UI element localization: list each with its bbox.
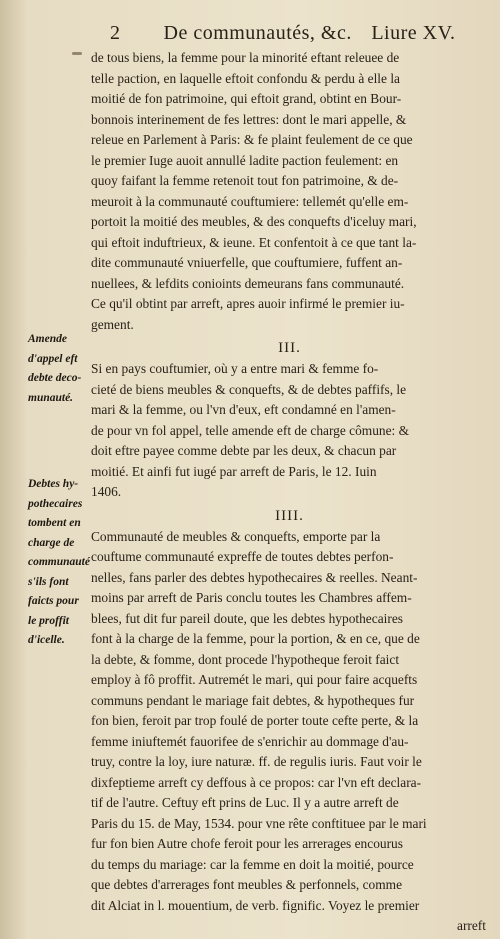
text-line: bonnois interinement de fes lettres: dont le mari appelle, & [91,111,407,127]
margin-note-line: Amende [28,333,67,345]
text-line: nelles, fans parler des debtes hypothecaires & reelles. Neant- [91,569,418,585]
paragraph-continued [91,48,488,335]
margin-note-line: pothecaires [28,497,83,510]
margin-note-debtes [28,475,90,651]
text-line: la debte, & fomme, dont procede l'hypotheque feroit faict [91,651,400,667]
section-heading-3: III. [278,340,301,356]
text-line: releue en Parlement à Paris: & fe plaint feulement de ce que [91,132,413,147]
text-line: du temps du mariage: car la femme en doit la moitié, pource [91,856,414,872]
text-line: fon bien, feroit par trop foulé de porter toute cefte perte, & la [91,713,419,728]
section-heading-4: IIII. [275,507,304,524]
text-line: doit eftre payee comme debte par les deux, & chacun par [91,443,397,458]
margin-note-line: d'appel eft [28,352,78,365]
text-line: portoit la moitié des meubles, & des conquefts d'iceluy mari, [91,214,417,229]
text-line: font à la charge de la femme, pour la portion, & en ce, que de [91,631,420,646]
text-line: dite communauté vniuerfelle, que couftumiere, fuffent an- [91,255,403,270]
margin-note-line: tombent en [28,517,81,529]
text-line: 1406. [91,484,122,499]
text-line: Paris du 15. de May, 1534. pour vne rête conftituee par le mari [91,815,427,831]
text-line: moins par arreft de Paris conclu toutes les Chambres affem- [91,590,412,605]
margin-note-line: munauté. [28,391,74,404]
text-line: dit Alciat in l. mouentium, de verb. fignific. Voyez le premier [91,897,420,913]
text-line: cieté de biens meubles & conquefts, & de debtes paffifs, le [91,381,407,397]
margin-note-line: Debtes hy- [28,478,79,490]
text-line: telle paction, en laquelle eftoit confondu & perdu à elle la [91,70,400,86]
text-line: dixfeptieme arreft cy deffous à ce propos: car l'vn eft declara- [91,774,422,790]
text-line: fur fon bien Autre chofe feroit pour les arrerages encourus [91,836,403,851]
text-line: quoy faifant la femme retenoit tout fon patrimoine, & de- [91,173,399,188]
text-line: employ à fô proffit. Autremét le mari, qui pour faire acquefts [91,672,418,687]
text-line: Communauté de meubles & conquefts, emporte par la [91,528,381,544]
section-3-paragraph [91,359,488,503]
margin-note-line: debte deco- [28,372,82,384]
margin-note-line: charge de [28,536,75,549]
text-line: gement. [91,316,134,332]
margin-note-line: le proffit [28,614,69,627]
book-label: Liure XV. [371,22,456,44]
text-line: que debtes d'arrerages font meubles & perfonnels, comme [91,877,403,892]
text-line: Si en pays couftumier, où y a entre mari & femme fo- [91,361,379,376]
margin-note-amende [28,330,90,408]
text-body [91,48,488,937]
ink-mark [72,52,82,55]
text-line: truy, contre la loy, iure naturæ. ff. de regulis iuris. Faut voir le [91,754,422,769]
margin-note-line: faicts pour [28,595,79,607]
page-number: 2 [110,22,121,44]
margin-note-line: communauté [28,556,90,568]
text-line: communs pendant le mariage fait debtes, & hypotheques fur [91,692,415,708]
text-line: moitié. Et ainfi fut iugé par arreft de Paris, le 12. Iuin [91,463,377,479]
text-line: couftume communauté expreffe de toutes debtes perfon- [91,549,394,564]
text-line: blees, fut dit fur pareil doute, que les debtes hypothecaires [91,610,403,626]
catchword: arreft [457,918,486,933]
margin-note-line: d'icelle. [28,634,65,646]
text-line: le premier Iuge auoit annullé ladite paction feulement: en [91,152,399,168]
text-line: meuroit à la communauté couftumiere: tellemét qu'elle em- [91,193,409,209]
text-line: Ce qu'il obtint par arreft, apres auoir infirmé le premier iu- [91,296,405,311]
text-line: femme iniuftemét fauorifee de s'enrichir au dommage d'au- [91,733,409,749]
margin-note-line: s'ils font [28,575,69,588]
text-line: nuellees, & lefdits conioints demeurans fans communauté. [91,275,405,291]
text-line: tif de l'autre. Ceftuy eft prins de Luc. Il y a autre arreft de [91,795,399,810]
text-line: de tous biens, la femme pour la minorité eftant releuee de [91,50,400,65]
running-header [110,22,470,46]
text-line: mari & la femme, ou l'vn d'eux, eft condamné en l'amen- [91,402,396,417]
running-title: De communautés, &c. [163,22,352,44]
text-line: de pour vn fol appel, telle amende eft de charge cômune: & [91,422,410,438]
section-4-paragraph [91,527,488,917]
text-line: qui eftoit induftrieux, & ieune. Et confentoit à ce que tant la- [91,234,417,250]
text-line: moitié de fon patrimoine, qui eftoit grand, obtint en Bour- [91,91,402,106]
